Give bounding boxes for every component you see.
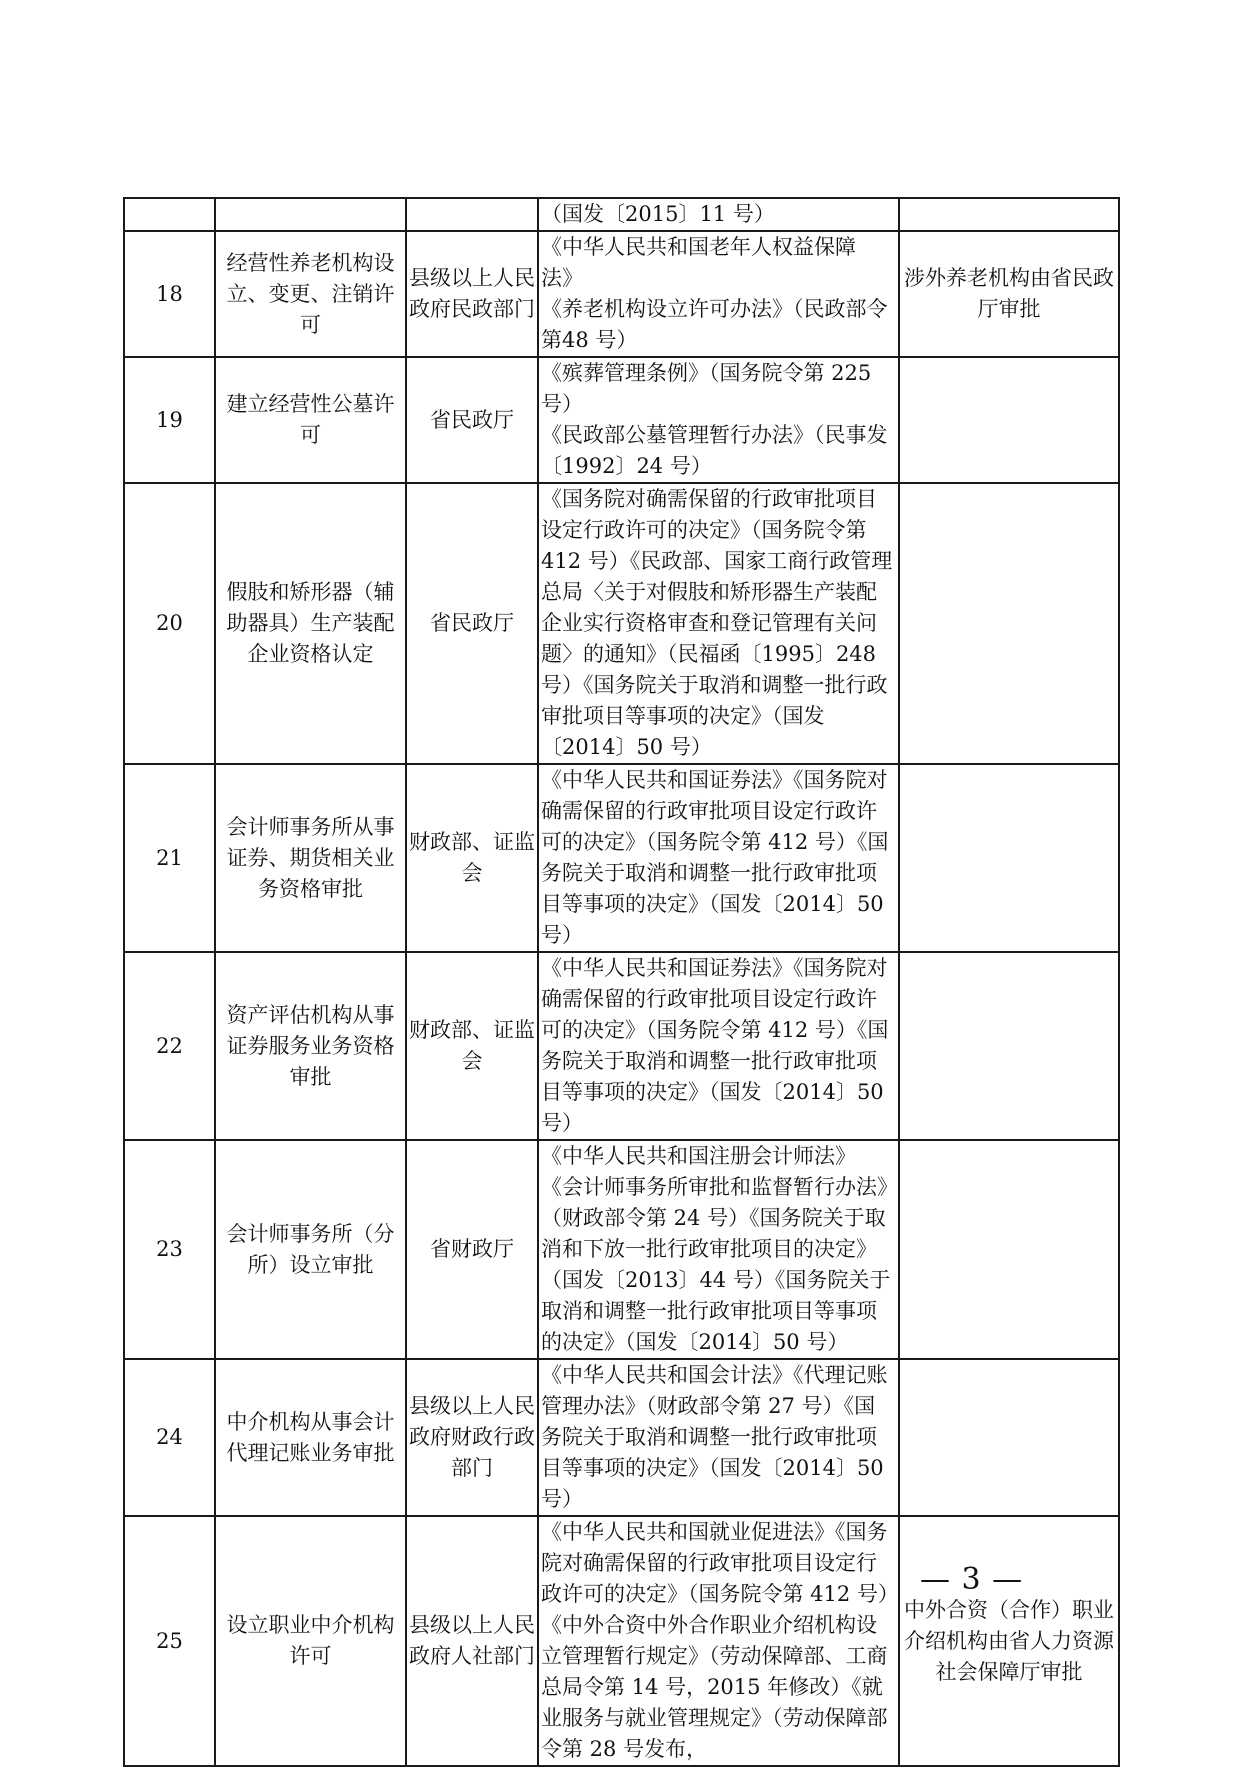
table-row	[124, 952, 1119, 1140]
remarks-cell	[899, 764, 1119, 952]
item-name-cell: 会计师事务所从事证券、期货相关业务资格审批	[215, 764, 406, 952]
remarks-cell	[899, 483, 1119, 764]
item-number-cell: 23	[124, 1140, 215, 1359]
item-number-cell: 19	[124, 357, 215, 483]
table-row	[124, 1359, 1119, 1516]
item-number-cell: 20	[124, 483, 215, 764]
item-number-cell: 18	[124, 231, 215, 357]
approval-department-cell: 县级以上人民政府民政部门	[406, 231, 538, 357]
item-name-cell: 经营性养老机构设立、变更、注销许可	[215, 231, 406, 357]
legal-basis-cell: 《中华人民共和国证券法》《国务院对确需保留的行政审批项目设定行政许可的决定》（国务院令第 412 号）《国务院关于取消和调整一批行政审批项目等事项的决定》（国发〔2014〕50 号）	[538, 764, 899, 952]
table-body	[124, 198, 1119, 1766]
remarks-cell	[899, 1140, 1119, 1359]
item-name-cell: 建立经营性公墓许可	[215, 357, 406, 483]
legal-basis-cell: 《中华人民共和国会计法》《代理记账管理办法》（财政部令第 27 号）《国务院关于取消和调整一批行政审批项目等事项的决定》（国发〔2014〕50 号）	[538, 1359, 899, 1516]
remarks-cell: 涉外养老机构由省民政厅审批	[899, 231, 1119, 357]
table-row	[124, 357, 1119, 483]
remarks-cell: 中外合资（合作）职业介绍机构由省人力资源社会保障厅审批	[899, 1516, 1119, 1766]
item-name-cell: 中介机构从事会计代理记账业务审批	[215, 1359, 406, 1516]
approval-department-cell: 省民政厅	[406, 357, 538, 483]
table-row	[124, 764, 1119, 952]
legal-basis-cell: （国发〔2015〕11 号）	[538, 198, 899, 231]
legal-basis-cell: 《殡葬管理条例》（国务院令第 225 号） 《民政部公墓管理暂行办法》（民事发〔1992〕24 号）	[538, 357, 899, 483]
remarks-cell	[899, 1359, 1119, 1516]
table-row	[124, 198, 1119, 231]
item-number-cell	[124, 198, 215, 231]
item-name-cell: 设立职业中介机构许可	[215, 1516, 406, 1766]
item-name-cell: 资产评估机构从事证券服务业务资格审批	[215, 952, 406, 1140]
item-number-cell: 21	[124, 764, 215, 952]
item-name-cell: 会计师事务所（分所）设立审批	[215, 1140, 406, 1359]
remarks-cell	[899, 357, 1119, 483]
approval-department-cell: 省财政厅	[406, 1140, 538, 1359]
approval-department-cell: 财政部、证监会	[406, 952, 538, 1140]
remarks-cell	[899, 952, 1119, 1140]
approval-department-cell: 县级以上人民政府人社部门	[406, 1516, 538, 1766]
approval-department-cell	[406, 198, 538, 231]
legal-basis-cell: 《中华人民共和国老年人权益保障法》 《养老机构设立许可办法》（民政部令第48 号）	[538, 231, 899, 357]
legal-basis-cell: 《中华人民共和国证券法》《国务院对确需保留的行政审批项目设定行政许可的决定》（国务院令第 412 号）《国务院关于取消和调整一批行政审批项目等事项的决定》（国发〔2014〕50 号）	[538, 952, 899, 1140]
approval-department-cell: 县级以上人民政府财政行政部门	[406, 1359, 538, 1516]
item-name-cell	[215, 198, 406, 231]
legal-basis-cell: 《中华人民共和国注册会计师法》 《会计师事务所审批和监督暂行办法》（财政部令第 24 号）《国务院关于取消和下放一批行政审批项目的决定》（国发〔2013〕44 号）《国务院关于取消和调整一批行政审批项目等事项的决定》（国发〔2014〕50 号）	[538, 1140, 899, 1359]
table-row	[124, 483, 1119, 764]
remarks-cell	[899, 198, 1119, 231]
table-row	[124, 231, 1119, 357]
legal-basis-cell: 《中华人民共和国就业促进法》《国务院对确需保留的行政审批项目设定行政许可的决定》（国务院令第 412 号）《中外合资中外合作职业介绍机构设立管理暂行规定》（劳动保障部、工商总局令第 14 号，2015 年修改）《就业服务与就业管理规定》（劳动保障部令第 28 号发布，	[538, 1516, 899, 1766]
approval-items-table	[123, 197, 1120, 1767]
page-number: — 3 —	[920, 1562, 1024, 1597]
item-number-cell: 22	[124, 952, 215, 1140]
legal-basis-cell: 《国务院对确需保留的行政审批项目设定行政许可的决定》（国务院令第 412 号）《民政部、国家工商行政管理总局〈关于对假肢和矫形器生产装配企业实行资格审查和登记管理有关问题〉的通知》（民福函〔1995〕248 号）《国务院关于取消和调整一批行政审批项目等事项的决定》（国发〔2014〕50 号）	[538, 483, 899, 764]
table-row	[124, 1516, 1119, 1766]
approval-department-cell: 财政部、证监会	[406, 764, 538, 952]
table-row	[124, 1140, 1119, 1359]
item-name-cell: 假肢和矫形器（辅助器具）生产装配企业资格认定	[215, 483, 406, 764]
item-number-cell: 24	[124, 1359, 215, 1516]
item-number-cell: 25	[124, 1516, 215, 1766]
approval-department-cell: 省民政厅	[406, 483, 538, 764]
